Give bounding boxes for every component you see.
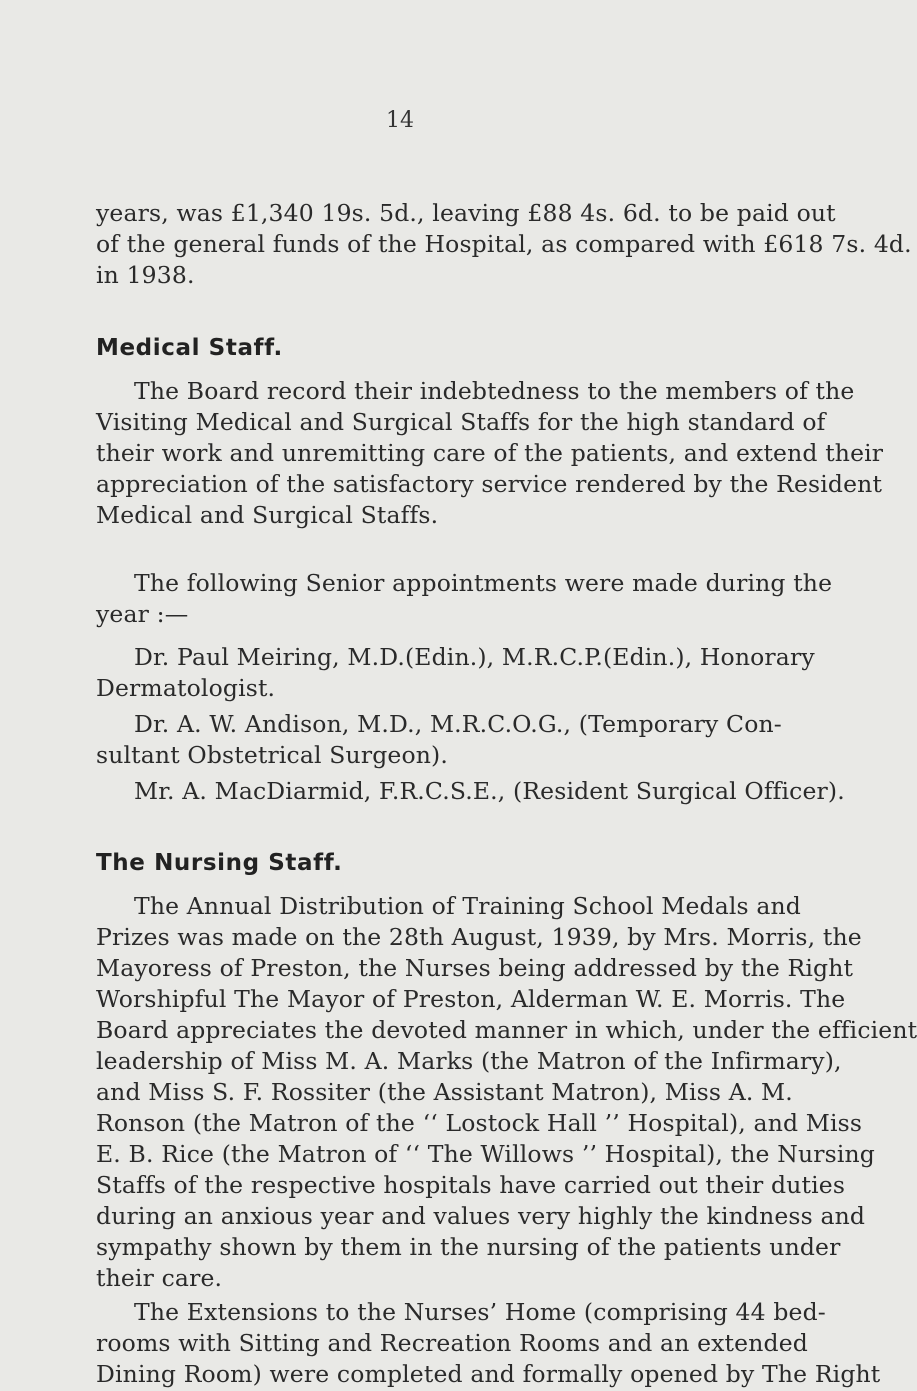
text-line: E. B. Rice (the Matron of ‘‘ The Willows ’’ Hospital), the Nursing: [96, 1140, 875, 1168]
appointment-line: Dr. Paul Meiring, M.D.(Edin.), M.R.C.P.(Edin.), Honorary: [134, 643, 815, 671]
section-heading-nursing-staff: The Nursing Staff.: [96, 850, 343, 876]
appointment-line: Dermatologist.: [96, 674, 276, 702]
text-line: Dining Room) were completed and formally opened by The Right: [96, 1360, 881, 1388]
text-line: in 1938.: [96, 261, 195, 289]
text-line: sympathy shown by them in the nursing of the patients under: [96, 1233, 841, 1261]
text-line: their care.: [96, 1264, 223, 1292]
appointment-line: Dr. A. W. Andison, M.D., M.R.C.O.G., (Temporary Con-: [134, 710, 782, 738]
text-line: Board appreciates the devoted manner in which, under the efficient: [96, 1016, 917, 1044]
text-line: Ronson (the Matron of the ‘‘ Lostock Hall ’’ Hospital), and Miss: [96, 1109, 863, 1137]
appointment-line: Mr. A. MacDiarmid, F.R.C.S.E., (Resident Surgical Officer).: [134, 777, 845, 805]
text-line: The following Senior appointments were made during the: [134, 569, 833, 597]
text-line: rooms with Sitting and Recreation Rooms and an extended: [96, 1329, 808, 1357]
text-line: The Extensions to the Nurses’ Home (comprising 44 bed-: [134, 1298, 826, 1326]
text-line: Visiting Medical and Surgical Staffs for the high standard of: [96, 408, 826, 436]
appointment-line: sultant Obstetrical Surgeon).: [96, 741, 448, 769]
text-line: The Board record their indebtedness to the members of the: [134, 377, 855, 405]
text-line: Medical and Surgical Staffs.: [96, 501, 439, 529]
text-line: their work and unremitting care of the patients, and extend their: [96, 439, 884, 467]
text-line: of the general funds of the Hospital, as compared with £618 7s. 4d.: [96, 230, 912, 258]
text-line: The Annual Distribution of Training School Medals and: [134, 892, 801, 920]
text-line: and Miss S. F. Rossiter (the Assistant Matron), Miss A. M.: [96, 1078, 793, 1106]
text-line: during an anxious year and values very highly the kindness and: [96, 1202, 866, 1230]
text-line: leadership of Miss M. A. Marks (the Matron of the Infirmary),: [96, 1047, 842, 1075]
text-line: Staffs of the respective hospitals have carried out their duties: [96, 1171, 846, 1199]
section-heading-medical-staff: Medical Staff.: [96, 335, 283, 361]
text-line: years, was £1,340 19s. 5d., leaving £88 4s. 6d. to be paid out: [96, 199, 836, 227]
text-line: appreciation of the satisfactory service rendered by the Resident: [96, 470, 883, 498]
text-line: Prizes was made on the 28th August, 1939, by Mrs. Morris, the: [96, 923, 862, 951]
text-line: Mayoress of Preston, the Nurses being addressed by the Right: [96, 954, 854, 982]
page-number: 14: [386, 108, 414, 133]
text-line: year :—: [96, 600, 189, 628]
text-line: Worshipful The Mayor of Preston, Alderman W. E. Morris. The: [96, 985, 846, 1013]
